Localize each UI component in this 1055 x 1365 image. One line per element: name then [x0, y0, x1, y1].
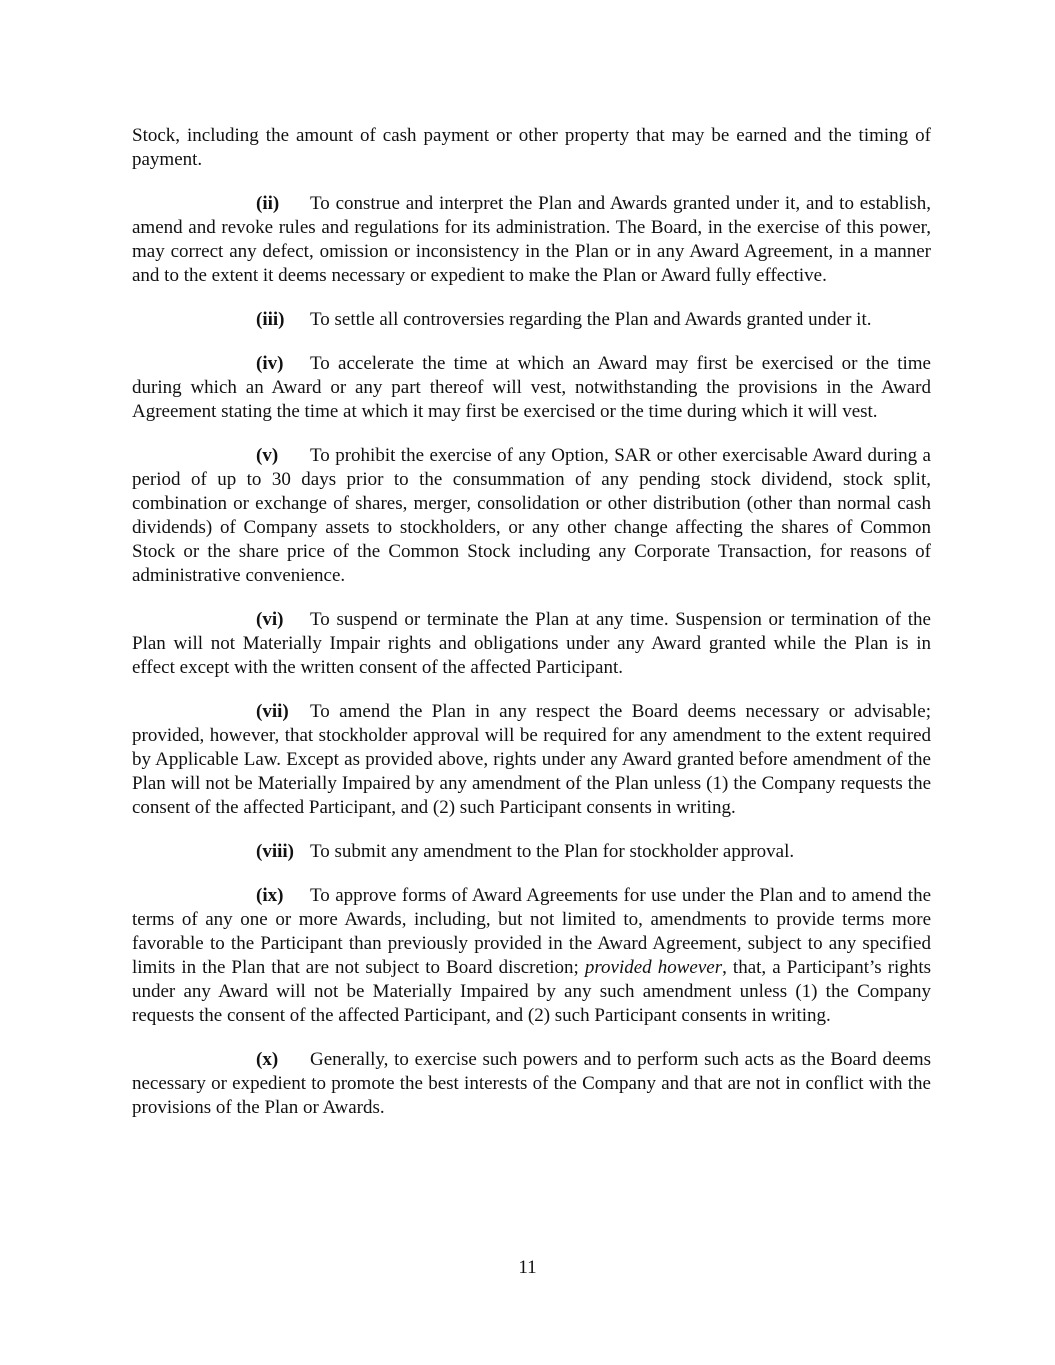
item-iv: [132, 352, 931, 424]
item-number: (x): [256, 1049, 279, 1070]
item-number: (iii): [256, 309, 285, 330]
item-emphasis: provided however: [584, 957, 723, 978]
document-body: [132, 124, 931, 1140]
item-number: (viii): [256, 841, 294, 862]
intro-paragraph: Stock, including the amount of cash payment or other property that may be earned and the timing of payment.: [132, 125, 931, 170]
item-text: To settle all controversies regarding the Plan and Awards granted under it.: [310, 309, 872, 330]
item-text: To construe and interpret the Plan and Awards granted under it, and to establish, amend and revoke rules and regulations for its administration. The Board, in the exercise of this power, may correct any defect, omission or inconsistency in the Plan or in any Award Agreement, in a manner and to the extent it deems necessary or expedient to make the Plan or Award fully effective.: [132, 193, 931, 286]
item-text-after: , that, a Participant’s rights under any Award will not be Materially Impaired by any such amendment unless (1) the Company requests the consent of the affected Participant, and (2) such Participant consents in writing.: [132, 957, 932, 1026]
item-number: (vi): [256, 609, 284, 630]
item-ii: [132, 192, 931, 288]
item-number: (v): [256, 445, 279, 466]
item-ix: [132, 884, 931, 1028]
item-number: (ix): [256, 885, 284, 906]
item-text: To amend the Plan in any respect the Board deems necessary or advisable; provided, however, that stockholder approval will be required for any amendment to the extent required by Applicable Law. Except as provided above, rights under any Award granted before amendment of the Plan will not be Materially Impaired by any amendment of the Plan unless (1) the Company requests the consent of the affected Participant, and (2) such Participant consents in writing.: [132, 701, 931, 818]
item-text: Generally, to exercise such powers and to perform such acts as the Board deems necessary or expedient to promote the best interests of the Company and that are not in conflict with the provisions of the Plan or Awards.: [132, 1049, 931, 1118]
item-text: To suspend or terminate the Plan at any time. Suspension or termination of the Plan will not Materially Impair rights and obligations under any Award granted while the Plan is in effect except with the written consent of the affected Participant.: [132, 609, 931, 678]
item-iii: [132, 308, 931, 332]
item-number: (ii): [256, 193, 280, 214]
item-viii: [132, 840, 931, 864]
item-text: To submit any amendment to the Plan for stockholder approval.: [310, 841, 795, 862]
item-number: (iv): [256, 353, 284, 374]
item-text: To accelerate the time at which an Award may first be exercised or the time during which an Award or any part thereof will vest, notwithstanding the provisions in the Award Agreement stating the time at which it may first be exercised or the time during which it will vest.: [132, 353, 931, 422]
item-text-before: To approve forms of Award Agreements for use under the Plan and to amend the terms of any one or more Awards, including, but not limited to, amendments to provide terms more favorable to the Participant than previously provided in the Award Agreement, subject to any specified limits in the Plan that are not subject to Board discretion;: [132, 885, 931, 978]
item-text: To prohibit the exercise of any Option, SAR or other exercisable Award during a period of up to 30 days prior to the consummation of any pending stock dividend, stock split, combination or exchange of shares, merger, consolidation or other distribution (other than normal cash dividends) of Company assets to stockholders, or any other change affecting the shares of Common Stock or the share price of the Common Stock including any Corporate Transaction, for reasons of administrative convenience.: [132, 445, 931, 586]
item-vii: [132, 700, 931, 820]
item-vi: [132, 608, 931, 680]
item-number: (vii): [256, 701, 289, 722]
page-number: 11: [518, 1257, 537, 1278]
item-v: [132, 444, 931, 588]
item-x: [132, 1048, 931, 1120]
